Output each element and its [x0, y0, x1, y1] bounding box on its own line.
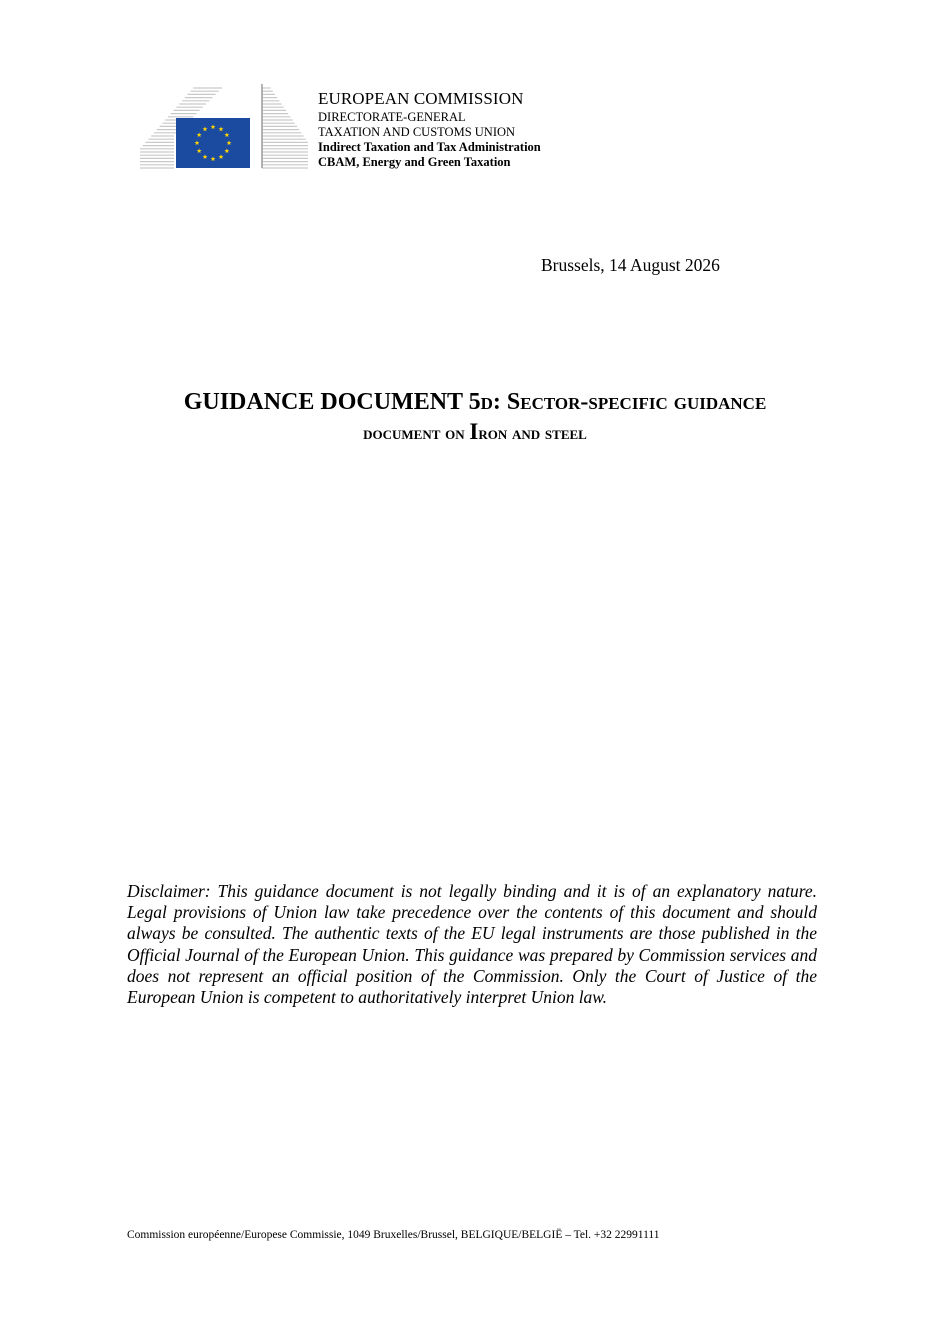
title-line-1 — [0, 386, 950, 418]
page-footer: Commission européenne/Europese Commissie, 1049 Bruxelles/Brussel, BELGIQUE/BELGIË – Tel. +32 22991111 — [127, 1229, 660, 1241]
document-date: Brussels, 14 August 2026 — [541, 255, 720, 275]
title-subtitle-middle: document on — [363, 423, 470, 444]
european-commission-logo — [140, 82, 308, 170]
disclaimer: Disclaimer: This guidance document is not legally binding and it is of an explanatory nature. Legal provisions of Union law take precedence over the contents of this document and should always be consulted. The authentic texts of the EU legal instruments are those published in the Official Journal of the European Union. This guidance was prepared by Commission services and does not represent an official position of the Commission. Only the Court of Justice of the European Union is competent to authoritatively interpret Union law. — [127, 881, 817, 1008]
title-line-2 — [0, 418, 950, 448]
unit-line-2: CBAM, Energy and Green Taxation — [318, 155, 511, 169]
title-colon: : S — [492, 389, 521, 415]
organization-name: EUROPEAN COMMISSION — [318, 89, 524, 108]
title-subtitle-cap: I — [469, 419, 479, 444]
title-main: GUIDANCE DOCUMENT 5 — [183, 389, 481, 415]
unit-line-1: Indirect Taxation and Tax Administration — [318, 140, 541, 154]
directorate-line-2: TAXATION AND CUSTOMS UNION — [318, 125, 516, 139]
title-suffix: d — [480, 389, 493, 415]
directorate-line-1: DIRECTORATE-GENERAL — [318, 110, 466, 124]
title-subtitle-start: ector-specific guidance — [520, 389, 767, 415]
document-title — [0, 386, 950, 448]
title-subtitle-end: ron and steel — [478, 423, 587, 444]
organization-block — [318, 90, 541, 170]
